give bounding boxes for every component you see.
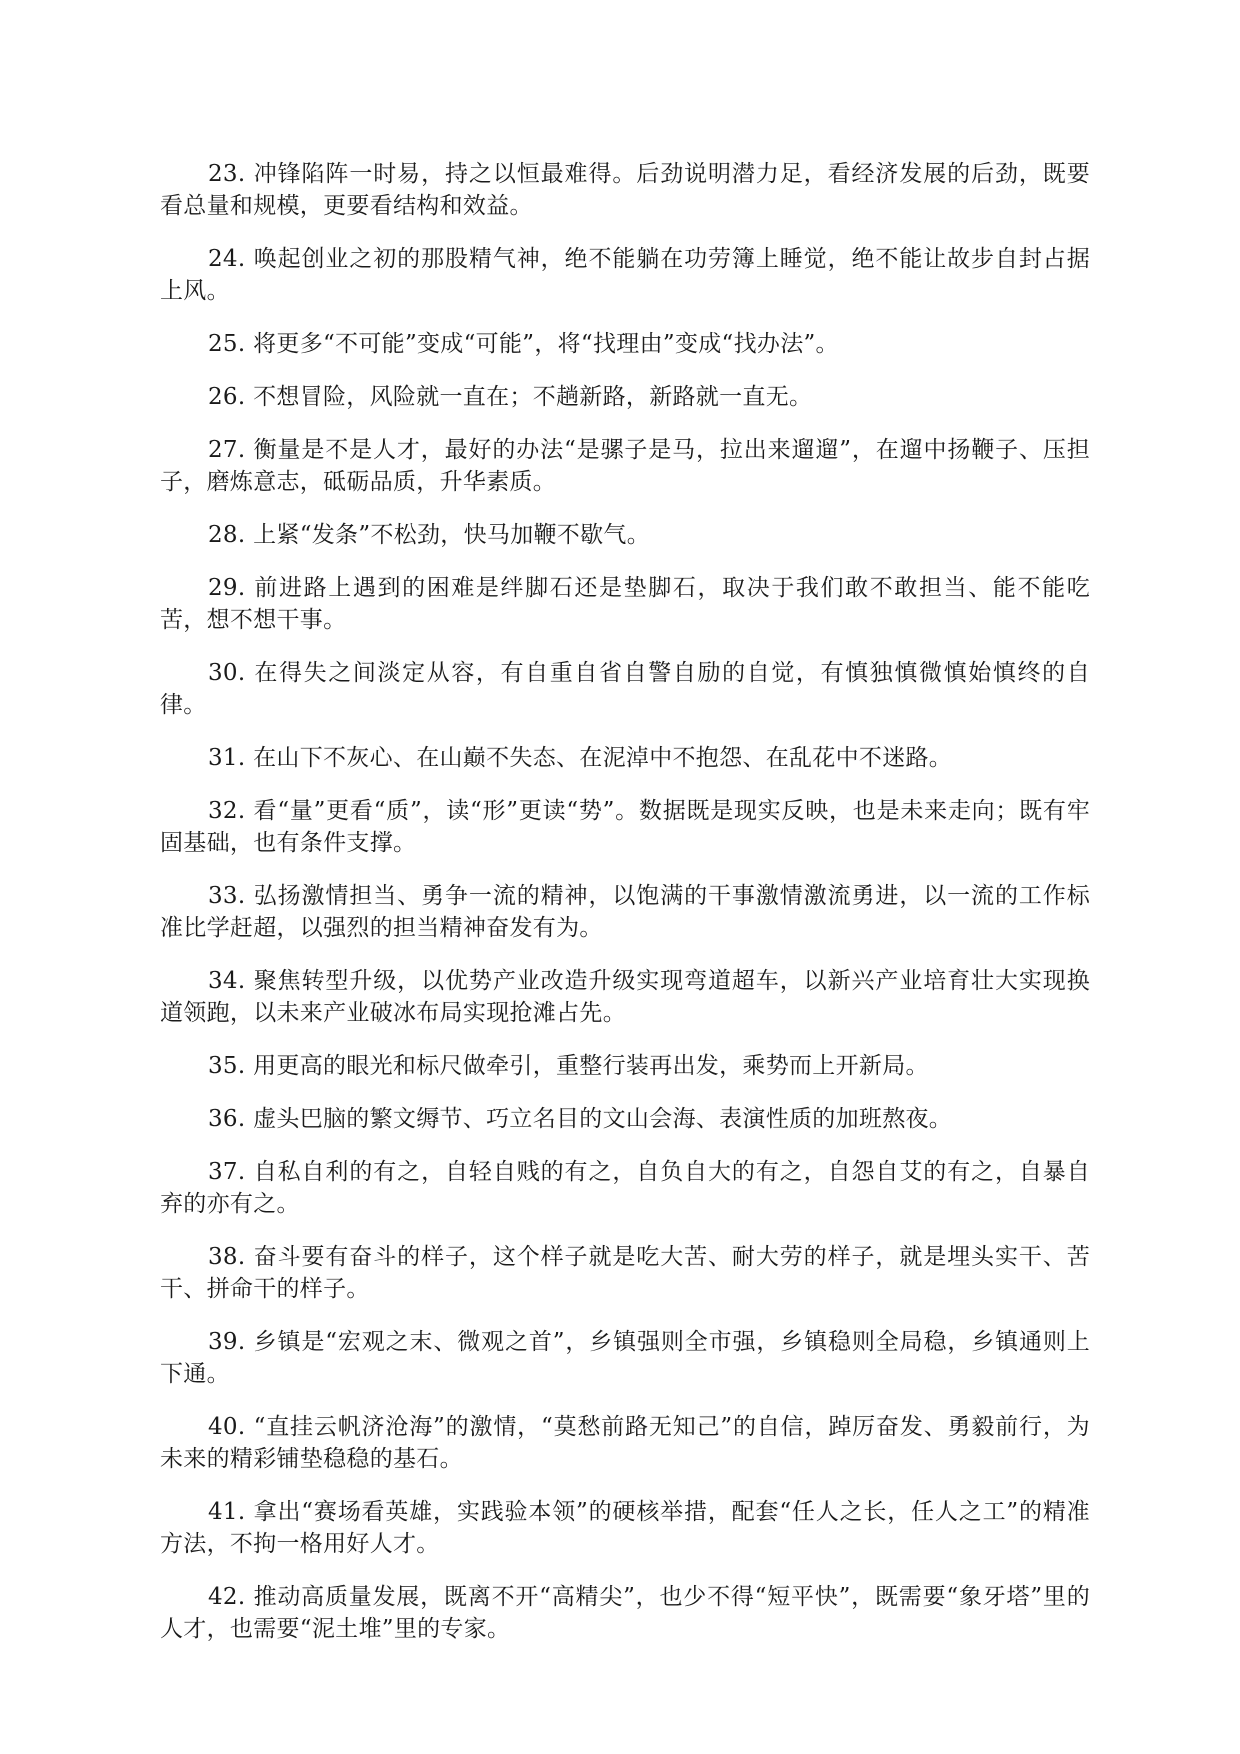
paragraph-36: 36. 虚头巴脑的繁文缛节、巧立名目的文山会海、表演性质的加班熬夜。 <box>208 1106 953 1132</box>
paragraph-23: 23. 冲锋陷阵一时易，持之以恒最难得。后劲说明潜力足，看经济发展的后劲，既要看总量和规模，更要看结构和效益。 <box>160 161 1090 219</box>
paragraph-37: 37. 自私自利的有之，自轻自贱的有之，自负自大的有之，自怨自艾的有之，自暴自弃的亦有之。 <box>160 1159 1090 1217</box>
paragraph-27: 27. 衡量是不是人才，最好的办法“是骡子是马，拉出来遛遛”，在遛中扬鞭子、压担子，磨炼意志，砥砺品质，升华素质。 <box>160 437 1090 495</box>
paragraph-40: 40. “直挂云帆济沧海”的激情，“莫愁前路无知己”的自信，踔厉奋发、勇毅前行，为未来的精彩铺垫稳稳的基石。 <box>160 1414 1090 1472</box>
paragraph-28: 28. 上紧“发条”不松劲，快马加鞭不歇气。 <box>208 522 651 548</box>
paragraph-32: 32. 看“量”更看“质”，读“形”更读“势”。数据既是现实反映，也是未来走向；既有牢固基础，也有条件支撑。 <box>160 798 1090 856</box>
paragraph-31: 31. 在山下不灰心、在山巅不失态、在泥淖中不抱怨、在乱花中不迷路。 <box>208 745 953 771</box>
paragraph-29: 29. 前进路上遇到的困难是绊脚石还是垫脚石，取决于我们敢不敢担当、能不能吃苦，想不想干事。 <box>160 575 1090 633</box>
paragraph-26: 26. 不想冒险，风险就一直在；不趟新路，新路就一直无。 <box>208 384 813 410</box>
paragraph-38: 38. 奋斗要有奋斗的样子，这个样子就是吃大苦、耐大劳的样子，就是埋头实干、苦干、拼命干的样子。 <box>160 1244 1090 1302</box>
paragraph-42: 42. 推动高质量发展，既离不开“高精尖”，也少不得“短平快”，既需要“象牙塔”里的人才，也需要“泥土堆”里的专家。 <box>160 1584 1090 1642</box>
paragraph-39: 39. 乡镇是“宏观之末、微观之首”，乡镇强则全市强，乡镇稳则全局稳，乡镇通则上下通。 <box>160 1329 1090 1387</box>
paragraph-25: 25. 将更多“不可能”变成“可能”，将“找理由”变成“找办法”。 <box>208 331 839 357</box>
paragraph-35: 35. 用更高的眼光和标尺做牵引，重整行装再出发，乘势而上开新局。 <box>208 1053 929 1079</box>
paragraph-33: 33. 弘扬激情担当、勇争一流的精神，以饱满的干事激情激流勇进，以一流的工作标准比学赶超，以强烈的担当精神奋发有为。 <box>160 883 1090 941</box>
paragraph-24: 24. 唤起创业之初的那股精气神，绝不能躺在功劳簿上睡觉，绝不能让故步自封占据上风。 <box>160 246 1090 304</box>
paragraph-41: 41. 拿出“赛场看英雄，实践验本领”的硬核举措，配套“任人之长，任人之工”的精准方法，不拘一格用好人才。 <box>160 1499 1090 1557</box>
document-body <box>160 158 1090 1666</box>
paragraph-34: 34. 聚焦转型升级，以优势产业改造升级实现弯道超车，以新兴产业培育壮大实现换道领跑，以未来产业破冰布局实现抢滩占先。 <box>160 968 1090 1026</box>
paragraph-30: 30. 在得失之间淡定从容，有自重自省自警自励的自觉，有慎独慎微慎始慎终的自律。 <box>160 660 1090 718</box>
